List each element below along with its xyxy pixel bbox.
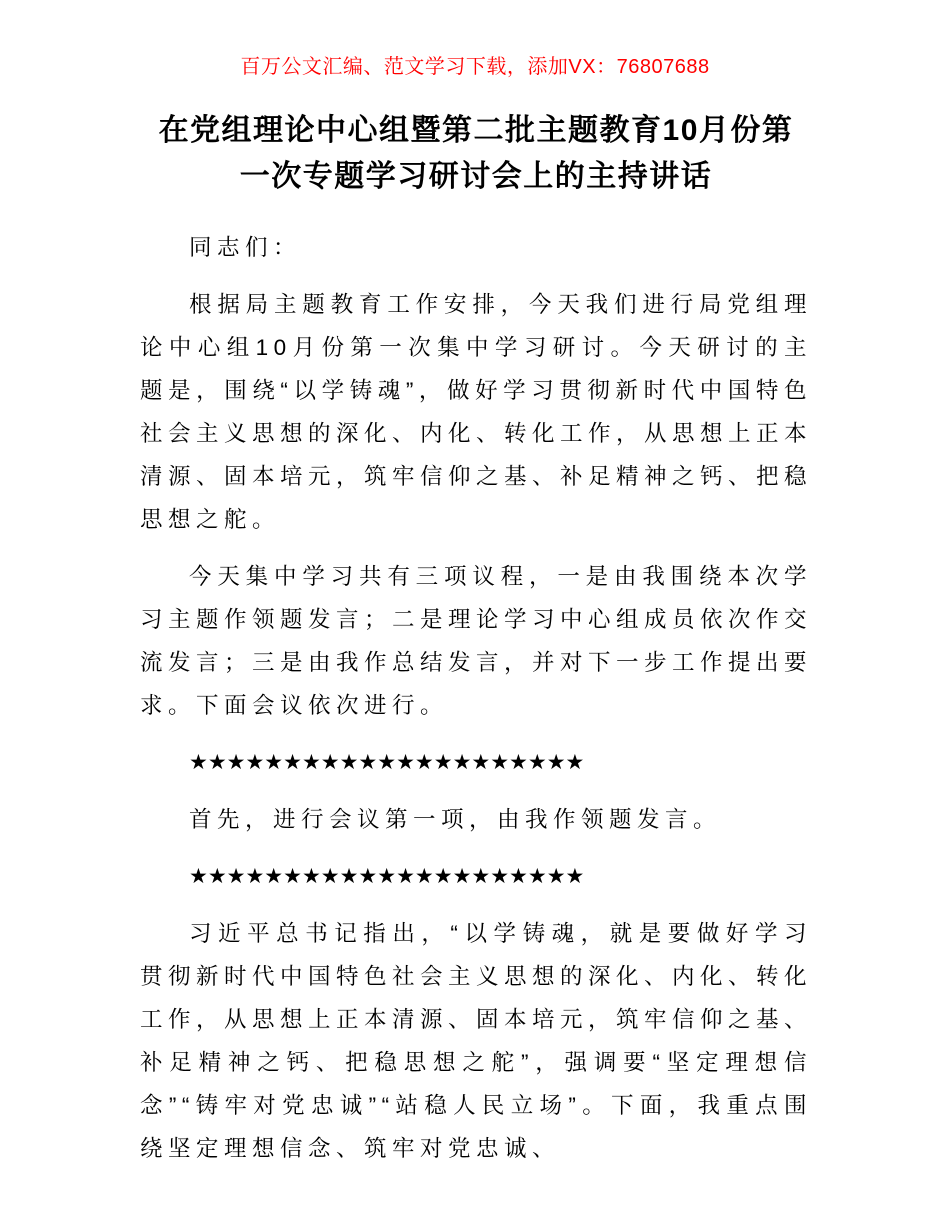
document-title-line2: 一次专题学习研讨会上的主持讲话 — [239, 160, 713, 193]
document-title-line1: 在党组理论中心组暨第二批主题教育10月份第 — [158, 114, 794, 147]
paragraph-keynote: 习近平总书记指出，“以学铸魂，就是要做好学习贯彻新时代中国特色社会主义思想的深化、内化、转化工作，从思想上正本清源、固本培元，筑牢信仰之基、补足精神之钙、把稳思想之舵”，强调要“坚定理想信念”“铸牢对党忠诚”“站稳人民立场”。下面，我重点围绕坚定理想信念、筑牢对党忠诚、 — [140, 921, 813, 1161]
document-title — [140, 108, 812, 200]
salutation: 同志们： — [189, 235, 302, 260]
header-watermark-note: 百万公文汇编、范文学习下载，添加VX：76807688 — [240, 56, 710, 78]
paragraph-agenda: 今天集中学习共有三项议程，一是由我围绕本次学习主题作领题发言；二是理论学习中心组成员依次作交流发言；三是由我作总结发言，并对下一步工作提出要求。下面会议依次进行。 — [140, 564, 813, 718]
star-separator-2: ★★★★★★★★★★★★★★★★★★★★★ — [189, 865, 585, 888]
paragraph-meeting-intro: 根据局主题教育工作安排，今天我们进行局党组理论中心组10月份第一次集中学习研讨。今天研讨的主题是，围绕“以学铸魂”，做好学习贯彻新时代中国特色社会主义思想的深化、内化、转化工作，从思想上正本清源、固本培元，筑牢信仰之基、补足精神之钙、把稳思想之舵。 — [140, 292, 813, 532]
paragraph-first-item: 首先，进行会议第一项，由我作领题发言。 — [189, 807, 722, 832]
star-separator-1: ★★★★★★★★★★★★★★★★★★★★★ — [189, 751, 585, 774]
document-body — [140, 226, 812, 1170]
